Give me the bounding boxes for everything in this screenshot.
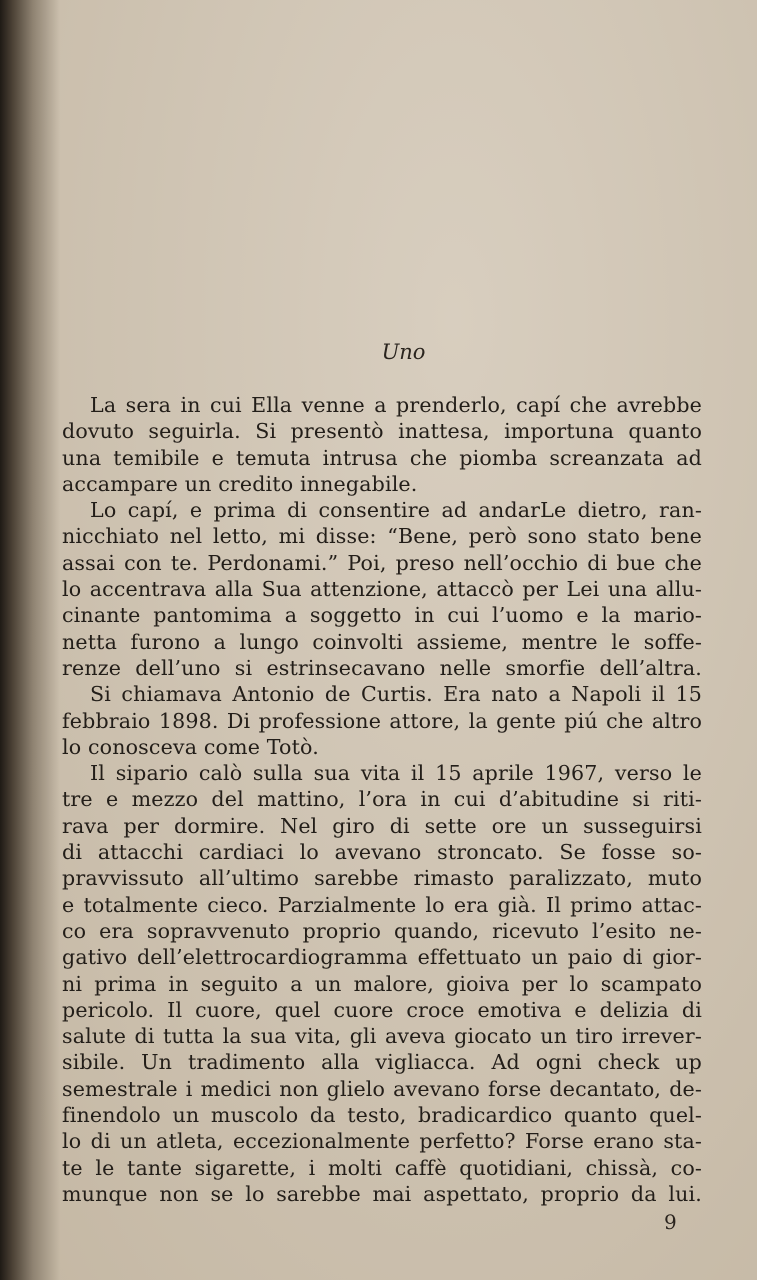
text-line: cinante pantomima a soggetto in cui l’uomo e la mario- <box>62 603 702 628</box>
text-line: dovuto seguirla. Si presentò inattesa, importuna quanto <box>62 419 702 444</box>
text-line: ni prima in seguito a un malore, gioiva per lo scampato <box>62 971 702 996</box>
text-line: lo di un atleta, eccezionalmente perfetto? Forse erano sta- <box>62 1129 702 1154</box>
text-line: lo conosceva come Totò. <box>62 734 319 759</box>
text-line: di attacchi cardiaci lo avevano stroncato. Se fosse so- <box>62 840 702 865</box>
text-line: netta furono a lungo coinvolti assieme, mentre le soffe- <box>62 629 702 654</box>
paragraph <box>62 392 702 497</box>
text-line: La sera in cui Ella venne a prenderlo, capí che avrebbe <box>90 393 702 417</box>
chapter-title: Uno <box>381 340 426 364</box>
binding-gutter-shadow <box>0 0 60 1280</box>
text-line: lo accentrava alla Sua attenzione, attaccò per Lei una allu- <box>62 577 702 602</box>
text-line: finendolo un muscolo da testo, bradicardico quanto quel- <box>62 1103 702 1128</box>
text-line: te le tante sigarette, i molti caffè quotidiani, chissà, co- <box>62 1155 702 1180</box>
text-line: una temibile e temuta intrusa che piomba screanzata ad <box>62 445 702 470</box>
text-line: munque non se lo sarebbe mai aspettato, proprio da lui. <box>62 1181 702 1206</box>
body-text <box>62 392 702 1207</box>
text-line: pericolo. Il cuore, quel cuore croce emotiva e delizia di <box>62 997 702 1022</box>
text-line: tre e mezzo del mattino, l’ora in cui d’abitudine si riti- <box>62 787 702 812</box>
text-line: pravvissuto all’ultimo sarebbe rimasto paralizzato, muto <box>62 866 702 891</box>
paragraph <box>62 681 702 760</box>
text-line: assai con te. Perdonami.” Poi, preso nell’occhio di bue che <box>62 550 702 575</box>
page-number: 9 <box>664 1210 677 1234</box>
text-line: salute di tutta la sua vita, gli aveva giocato un tiro irrever- <box>62 1024 702 1049</box>
text-line: nicchiato nel letto, mi disse: “Bene, però sono stato bene <box>62 524 702 549</box>
text-line: accampare un credito innegabile. <box>62 471 418 496</box>
text-line: febbraio 1898. Di professione attore, la gente piú che altro <box>62 708 702 733</box>
text-line: Il sipario calò sulla sua vita il 15 aprile 1967, verso le <box>90 761 702 786</box>
paragraph <box>62 760 702 1207</box>
text-line: gativo dell’elettrocardiogramma effettuato un paio di gior- <box>62 945 702 970</box>
text-line: co era sopravvenuto proprio quando, ricevuto l’esito ne- <box>62 918 702 943</box>
text-line: semestrale i medici non glielo avevano forse decantato, de- <box>62 1076 702 1101</box>
text-line: Si chiamava Antonio de Curtis. Era nato a Napoli il 15 <box>90 682 702 707</box>
text-line: renze dell’uno si estrinsecavano nelle smorfie dell’altra. <box>62 655 702 680</box>
paragraph <box>62 497 702 681</box>
text-line: rava per dormire. Nel giro di sette ore un susseguirsi <box>62 813 702 838</box>
text-line: sibile. Un tradimento alla vigliacca. Ad ogni check up <box>62 1050 702 1075</box>
text-line: Lo capí, e prima di consentire ad andarLe dietro, ran- <box>90 498 702 523</box>
text-line: e totalmente cieco. Parzialmente lo era già. Il primo attac- <box>62 892 702 917</box>
